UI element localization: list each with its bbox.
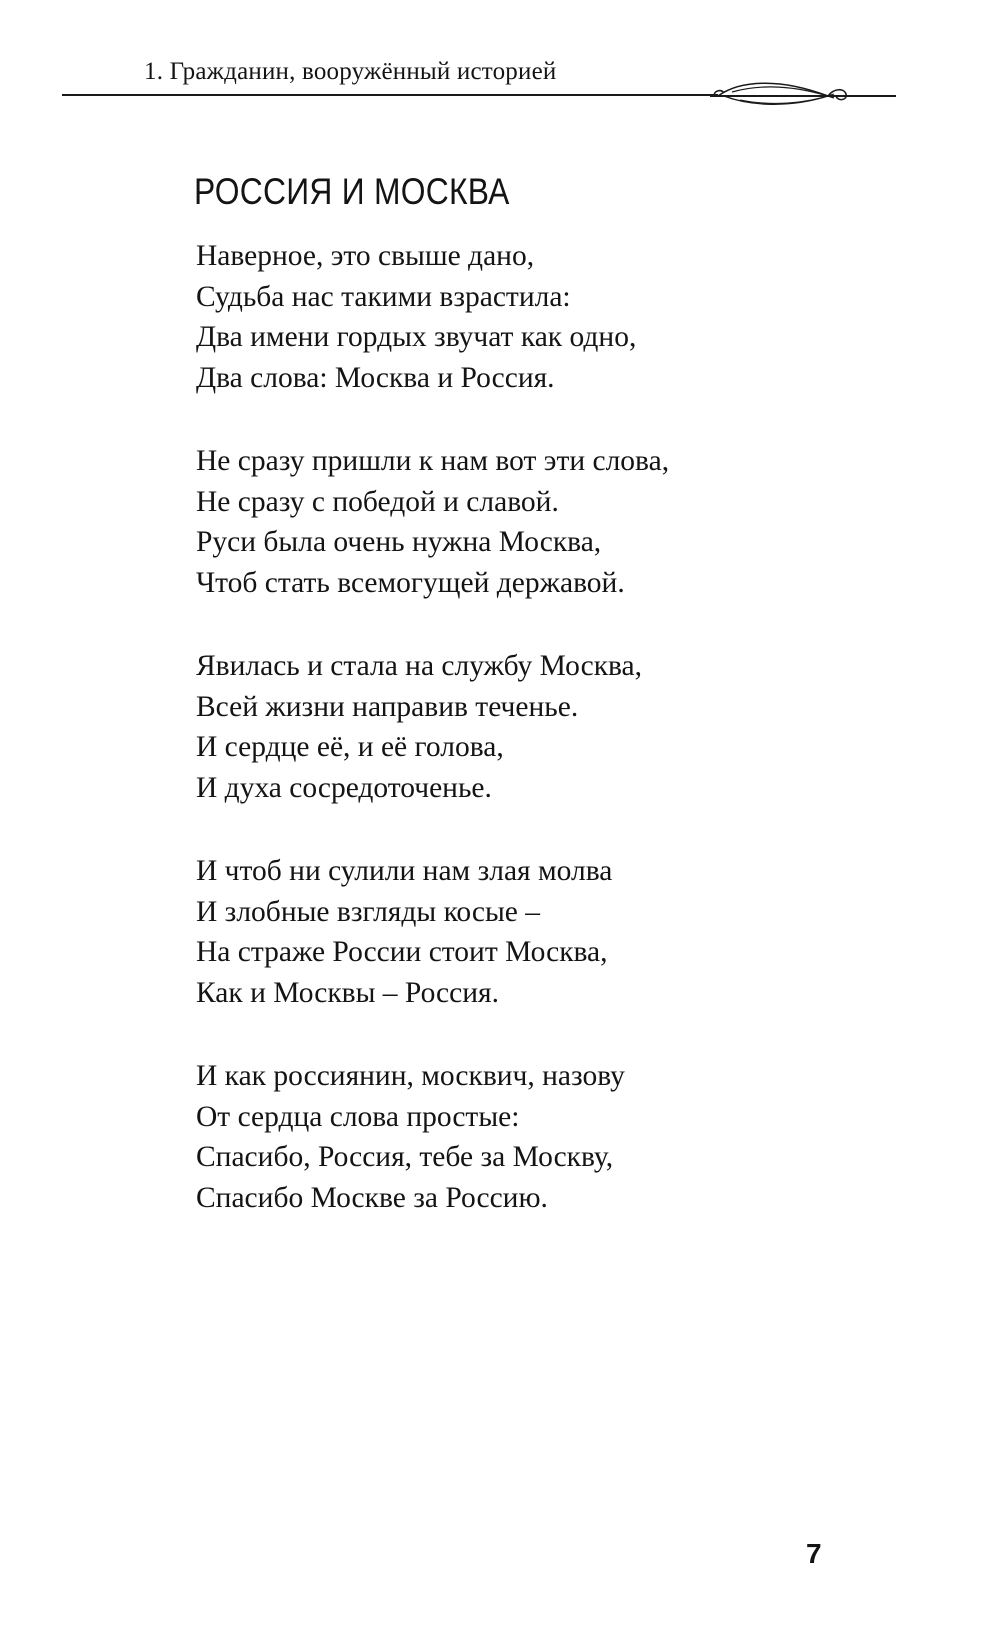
poem-line: И сердце её, и её голова,	[196, 731, 504, 763]
stanza	[196, 441, 816, 603]
poem-line: Спасибо, Россия, тебе за Москву,	[196, 1141, 614, 1173]
poem-line: Всей жизни направив теченье.	[196, 690, 579, 723]
running-head	[62, 56, 882, 106]
poem-line: И злобные взгляды косые –	[196, 895, 541, 928]
flourish-ornament-icon	[710, 76, 896, 110]
poem-line: Наверное, это свыше дано,	[196, 240, 535, 272]
poem-line: На страже России стоит Москва,	[196, 936, 608, 968]
stanza	[196, 646, 816, 808]
poem-line: И духа сосредоточенье.	[196, 771, 492, 804]
poem-line: Явилась и стала на службу Москва,	[196, 650, 643, 682]
header-rule	[62, 94, 718, 96]
stanza	[196, 1056, 816, 1218]
running-head-text: 1. Гражданин, вооружённый историей	[144, 58, 557, 85]
poem-line: И как россиянин, москвич, назову	[196, 1060, 625, 1092]
page-number: 7	[806, 1538, 822, 1569]
poem-line: Два слова: Москва и Россия.	[196, 361, 555, 394]
poem-line: Как и Москвы – Россия.	[196, 976, 499, 1009]
poem-line: От сердца слова простые:	[196, 1100, 520, 1133]
poem-line: Руси была очень нужна Москва,	[196, 526, 602, 558]
stanza	[196, 236, 816, 398]
poem-title: РОССИЯ И МОСКВА	[194, 171, 510, 212]
poem-line: Не сразу с победой и славой.	[196, 485, 559, 518]
poem-line: Не сразу пришли к нам вот эти слова,	[196, 445, 670, 477]
poem-line: И чтоб ни сулили нам злая молва	[196, 855, 613, 887]
poem-line: Спасибо Москве за Россию.	[196, 1181, 548, 1214]
poem-line: Два имени гордых звучат как одно,	[196, 321, 637, 353]
poem-line: Чтоб стать всемогущей державой.	[196, 566, 625, 599]
poem-line: Судьба нас такими взрастила:	[196, 280, 571, 313]
stanza	[196, 851, 816, 1013]
poem	[196, 236, 816, 1261]
